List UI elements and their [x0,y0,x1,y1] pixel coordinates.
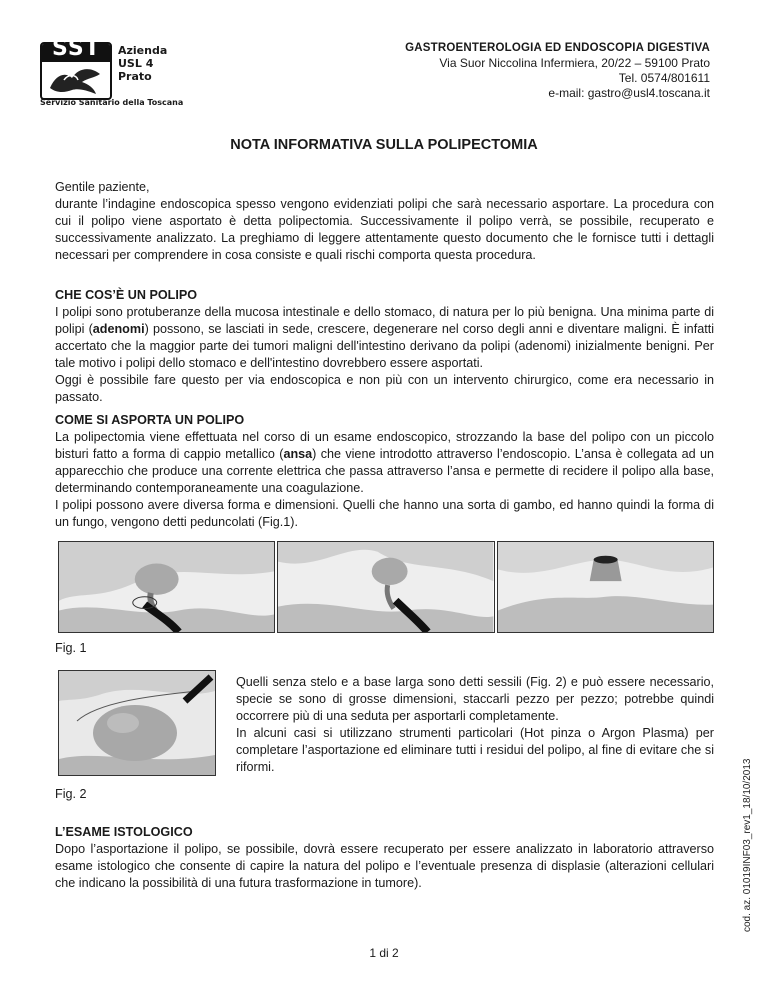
figure-1-panel-cut [277,541,494,633]
sessile-paragraph-2: In alcuni casi si utilizzano strumenti particolari (Hot pinza o Argon Plasma) per completare l’asportazione ed eliminare tutti i residui del polipo, al fine di evitare che si riformi. [236,726,714,774]
department-phone: Tel. 0574/801611 [618,71,710,85]
figure-1-panel-result [497,541,714,633]
removal-text-b: ) che viene introdotto attraverso l’endoscopio. L’ansa è collegata ad un apparecchio che produce una corrente elettrica che passa attraverso l’ansa e permette di recidere il polipo alla base, determinando contemporaneamente una coagulazione. [55,447,714,495]
section-heading-removal: COME SI ASPORTA UN POLIPO [55,413,245,427]
section-what-is-polyp [55,287,714,406]
department-address: Via Suor Niccolina Infermiera, 20/22 – 59100 Prato [439,56,710,70]
greeting: Gentile paziente, [55,180,150,194]
logo-footer: Servizio Sanitario della Toscana [40,98,184,107]
logo-line-azienda: Azienda [118,44,168,57]
department-email[interactable]: e-mail: gastro@usl4.toscana.it [548,86,710,100]
section-removal [55,412,714,531]
removal-term-ansa: ansa [283,447,313,461]
polyp-text-a: I polipi sono protuberanze della mucosa intestinale e dello stomaco, di natura per lo più benigna. Una minima parte di polipi ( [55,305,714,336]
usl-logo [40,36,184,108]
page-number: 1 di 2 [369,946,399,960]
section-histology [55,824,714,892]
intro-block [55,179,714,264]
removal-paragraph-1 [55,429,714,497]
figure-1-panel-snare [58,541,275,633]
section-heading-polyp: CHE COS’È UN POLIPO [55,288,198,302]
figure-1-label: Fig. 1 [55,641,87,655]
figure-2 [58,670,216,776]
polyp-term-adenomi: adenomi [92,322,145,336]
section-heading-histology: L’ESAME ISTOLOGICO [55,825,193,839]
logo-line-usl: USL 4 [118,57,154,70]
logo-text [118,44,167,83]
figure-1 [58,541,714,633]
removal-text-a: La polipectomia viene effettuata nel corso di un esame endoscopico, strozzando la base del polipo con un piccolo bisturi fatto a forma di cappio metallico ( [55,430,714,461]
sessile-paragraph-1: Quelli senza stelo e a base larga sono detti sessili (Fig. 2) e può essere necessario, specie se sono di grosse dimensioni, staccarli pezzo per pezzo; potrebbe quindi occorrere più di una seduta per asportarli completamente. [236,675,714,723]
document-title: NOTA INFORMATIVA SULLA POLIPECTOMIA [230,137,538,153]
logo-line-prato: Prato [118,70,152,83]
document-code: cod. az. 01019INF03_rev1_18/10/2013 [742,758,753,932]
logo-mark: SST [52,36,101,61]
intro-paragraph: durante l’indagine endoscopica spesso vengono evidenziati polipi che sarà necessario asportare. La procedura con cui il polipo viene asportato è detta polipectomia. Successivamente il polipo verrà, se possibile, recuperato e successivamente analizzato. La preghiamo di leggere attentamente questo documento che le fornisce tutti i dettagli necessari per comprendere in cosa consiste e quali rischi comporta questa procedura. [55,197,714,262]
histology-paragraph: Dopo l’asportazione il polipo, se possibile, dovrà essere recuperato per essere analizzato in laboratorio attraverso esame istologico che consente di capire la natura del polipo e l’eventuale presenza di displasie (alterazioni cellulari che indicano la possibilità di una futura trasformazione in tumore). [55,842,714,890]
department-header [405,41,710,101]
figure-2-label: Fig. 2 [55,787,87,801]
polyp-text-b: ) possono, se lasciati in sede, crescere, degenerare nel corso degli anni e diventare maligni. È infatti accertato che la maggior parte dei tumori maligni dell'intestino derivano da polipi (adenomi) inizialmente benigni. Per tale motivo i polipi dello stomaco e dell'intestino dovrebbero essere asportati. [55,322,714,370]
polyp-paragraph-1 [55,304,714,372]
removal-paragraph-2: I polipi possono avere diversa forma e dimensioni. Quelli che hanno una sorta di gambo, ed hanno quindi la forma di un fungo, vengono detti peduncolati (Fig.1). [55,498,714,529]
sessile-text [236,674,714,776]
polyp-paragraph-2: Oggi è possibile fare questo per via endoscopica e non più con un intervento chirurgico, come era necessario in passato. [55,373,714,404]
department-name: GASTROENTEROLOGIA ED ENDOSCOPIA DIGESTIVA [405,42,710,54]
